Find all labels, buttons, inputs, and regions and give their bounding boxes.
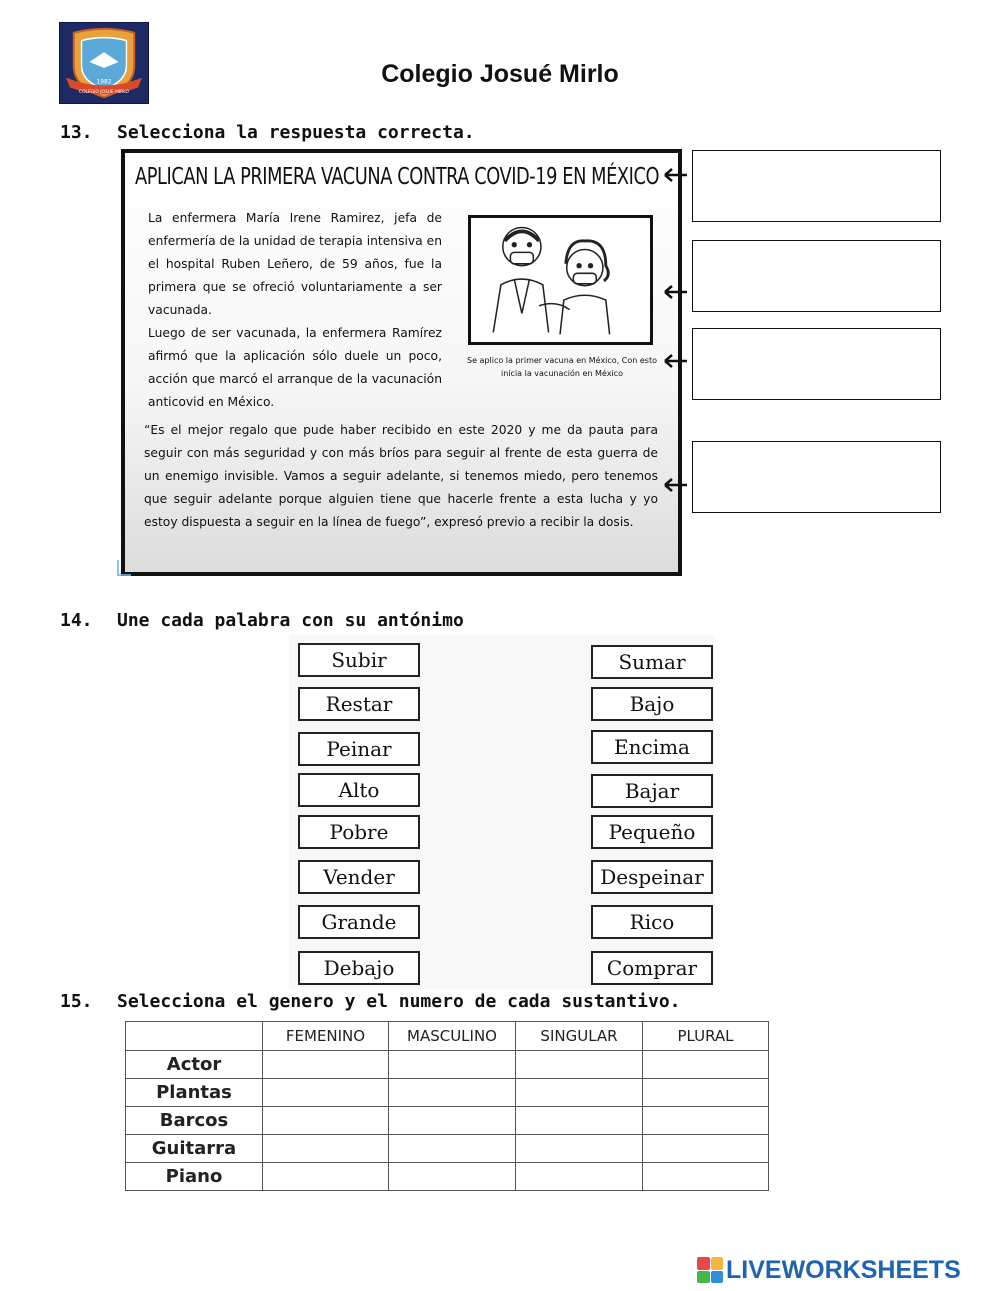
cell-barcos-femenino[interactable] — [263, 1107, 389, 1135]
logo-square-yellow — [711, 1257, 724, 1270]
svg-text:COLEGIO JOSUE MIRLO: COLEGIO JOSUE MIRLO — [79, 90, 129, 96]
caption-line-1: Se aplico la primer vacuna en México, Con esto — [467, 356, 657, 365]
left-word-pobre[interactable]: Pobre — [298, 815, 420, 849]
answer-box-quote[interactable] — [692, 441, 941, 513]
cell-guitarra-masculino[interactable] — [389, 1135, 516, 1163]
table-row — [126, 1079, 769, 1107]
cell-plantas-singular[interactable] — [516, 1079, 643, 1107]
cell-barcos-plural[interactable] — [643, 1107, 769, 1135]
logo-square-red — [697, 1257, 710, 1270]
cell-actor-singular[interactable] — [516, 1051, 643, 1079]
nurse-vaccination-illustration — [468, 215, 653, 345]
row-label-guitarra: Guitarra — [126, 1135, 263, 1163]
logo-square-blue — [711, 1271, 724, 1284]
answer-box-image[interactable] — [692, 240, 941, 312]
right-word-encima[interactable]: Encima — [591, 730, 713, 764]
left-word-subir[interactable]: Subir — [298, 643, 420, 677]
row-label-plantas: Plantas — [126, 1079, 263, 1107]
caption-line-2: inicia la vacunación en México — [501, 369, 623, 378]
question-13-prompt: Selecciona la respuesta correcta. — [117, 122, 475, 143]
row-label-barcos: Barcos — [126, 1107, 263, 1135]
table-row — [126, 1107, 769, 1135]
cell-piano-femenino[interactable] — [263, 1163, 389, 1191]
question-14-number: 14. — [60, 610, 93, 631]
illustration-caption — [457, 354, 667, 380]
question-13-number: 13. — [60, 122, 93, 143]
corner-mark — [117, 560, 131, 576]
question-14-prompt: Une cada palabra con su antónimo — [117, 610, 464, 631]
cell-piano-plural[interactable] — [643, 1163, 769, 1191]
cell-actor-femenino[interactable] — [263, 1051, 389, 1079]
left-word-vender[interactable]: Vender — [298, 860, 420, 894]
article-paragraph-1a: La enfermera María Irene Ramirez, jefa de enfermería de la unidad de terapia intensiva en el hospital Ruben Leñero, de 59 años, fue la primera que se ofreció voluntariamente a ser vacunada. — [148, 211, 442, 317]
cell-plantas-plural[interactable] — [643, 1079, 769, 1107]
question-15-number: 15. — [60, 991, 93, 1012]
article-quote: “Es el mejor regalo que pude haber recibido en este 2020 y me da pauta para seguir con más seguridad y con más bríos para seguir al frente de esta guerra de un enemigo invisible. Vamos a seguir adelante, si tenemos miedo, pero tenemos que seguir adelante porque alguien tiene que hacerle frente a esta lucha y yo estoy dispuesta a seguir en la línea de fuego”, expresó previo a recibir la dosis. — [144, 423, 658, 529]
right-word-bajo[interactable]: Bajo — [591, 687, 713, 721]
cell-piano-masculino[interactable] — [389, 1163, 516, 1191]
arrow-left-icon — [663, 168, 689, 182]
article-paragraph-1b: Luego de ser vacunada, la enfermera Ramírez afirmó que la aplicación sólo duele un poco, acción que marcó el arranque de la vacunación anticovid en México. — [148, 326, 442, 409]
right-word-sumar[interactable]: Sumar — [591, 645, 713, 679]
column-header-singular: SINGULAR — [516, 1022, 643, 1051]
cell-plantas-masculino[interactable] — [389, 1079, 516, 1107]
cell-guitarra-singular[interactable] — [516, 1135, 643, 1163]
article-paragraph-1 — [148, 207, 442, 414]
left-word-restar[interactable]: Restar — [298, 687, 420, 721]
table-row — [126, 1051, 769, 1079]
left-word-peinar[interactable]: Peinar — [298, 732, 420, 766]
column-header-femenino: FEMENINO — [263, 1022, 389, 1051]
arrow-left-icon — [663, 478, 689, 492]
noun-classification-table — [125, 1021, 769, 1191]
table-header-row — [126, 1022, 769, 1051]
logo-square-green — [697, 1271, 710, 1284]
cell-actor-masculino[interactable] — [389, 1051, 516, 1079]
right-word-bajar[interactable]: Bajar — [591, 774, 713, 808]
cell-piano-singular[interactable] — [516, 1163, 643, 1191]
right-word-rico[interactable]: Rico — [591, 905, 713, 939]
row-label-actor: Actor — [126, 1051, 263, 1079]
right-word-despeinar[interactable]: Despeinar — [591, 860, 713, 894]
article-title: APLICAN LA PRIMERA VACUNA CONTRA COVID-19 EN MÉXICO — [135, 164, 660, 190]
cell-guitarra-femenino[interactable] — [263, 1135, 389, 1163]
school-title: Colegio Josué Mirlo — [381, 60, 619, 88]
cell-barcos-singular[interactable] — [516, 1107, 643, 1135]
arrow-left-icon — [663, 285, 689, 299]
table-row — [126, 1163, 769, 1191]
left-word-grande[interactable]: Grande — [298, 905, 420, 939]
cell-barcos-masculino[interactable] — [389, 1107, 516, 1135]
right-word-comprar[interactable]: Comprar — [591, 951, 713, 985]
cell-plantas-femenino[interactable] — [263, 1079, 389, 1107]
left-word-debajo[interactable]: Debajo — [298, 951, 420, 985]
right-word-pequeno[interactable]: Pequeño — [591, 815, 713, 849]
table-row — [126, 1135, 769, 1163]
answer-box-caption[interactable] — [692, 328, 941, 400]
cell-guitarra-plural[interactable] — [643, 1135, 769, 1163]
arrow-left-icon — [663, 354, 689, 368]
liveworksheets-brand — [697, 1255, 961, 1285]
liveworksheets-wordmark: LIVEWORKSHEETS — [726, 1255, 961, 1284]
svg-text:1982: 1982 — [96, 79, 112, 86]
left-word-alto[interactable]: Alto — [298, 773, 420, 807]
cell-actor-plural[interactable] — [643, 1051, 769, 1079]
answer-box-title[interactable] — [692, 150, 941, 222]
liveworksheets-logo-icon — [697, 1257, 723, 1283]
column-header-masculino: MASCULINO — [389, 1022, 516, 1051]
row-label-piano: Piano — [126, 1163, 263, 1191]
news-article — [121, 149, 682, 576]
column-header-plural: PLURAL — [643, 1022, 769, 1051]
column-header-blank — [126, 1022, 263, 1051]
question-15-prompt: Selecciona el genero y el numero de cada sustantivo. — [117, 991, 681, 1012]
